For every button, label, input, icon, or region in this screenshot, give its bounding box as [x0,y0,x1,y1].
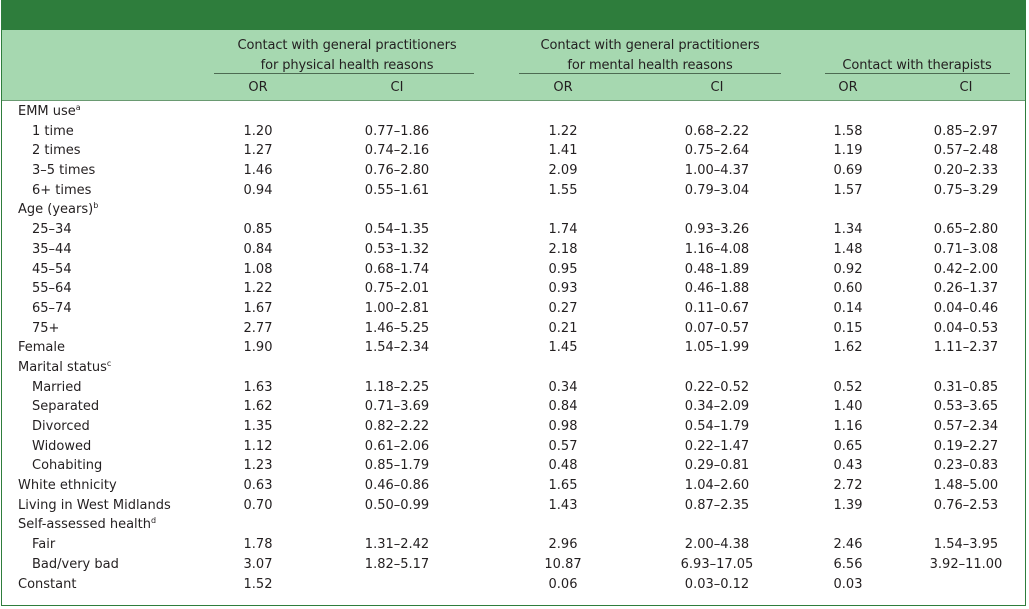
ci-cell: 0.11–0.67 [684,300,750,316]
row-label [32,122,74,142]
or-cell: 1.40 [833,399,863,415]
table-row [2,476,1025,496]
or-cell: 6.56 [833,556,863,572]
table-row [2,319,1025,339]
or-cell: 2.46 [833,537,863,553]
table-row [2,575,1025,595]
row-label-text: Bad/very bad [32,556,119,572]
or-cell: 1.22 [243,281,273,297]
or-cell: 1.12 [243,438,273,454]
ci-cell: 1.05–1.99 [684,340,750,356]
table-row [2,397,1025,417]
row-label-text: Widowed [32,438,92,454]
row-label [32,417,90,437]
or-cell: 0.03 [833,576,863,592]
or-cell: 1.45 [548,340,578,356]
table-row [2,181,1025,201]
or-cell: 1.23 [243,458,273,474]
or-cell: 0.21 [548,320,578,336]
or-cell: 1.74 [548,222,578,238]
ci-cell: 0.76–2.80 [364,163,430,179]
row-label-text: Married [32,379,82,395]
ci-cell: 0.74–2.16 [364,143,430,159]
table-header [2,30,1025,101]
table-row [2,240,1025,260]
row-label [32,161,95,181]
col-header-ci: CI [959,80,973,95]
col-header-ci: CI [710,80,724,95]
ci-cell: 0.19–2.27 [933,438,999,454]
ci-cell: 0.53–1.32 [364,241,430,257]
row-label-text: 3–5 times [32,163,96,179]
ci-cell: 0.07–0.57 [684,320,750,336]
ci-cell: 0.55–1.61 [364,182,430,198]
ci-cell: 1.54–2.34 [364,340,430,356]
or-cell: 1.43 [548,497,578,513]
ci-cell: 2.00–4.38 [684,537,750,553]
row-label [32,319,59,339]
or-cell: 0.98 [548,419,578,434]
row-label [32,141,81,161]
ci-cell: 0.75–2.64 [684,143,750,159]
table-row [2,378,1025,398]
ci-cell: 1.82–5.17 [364,556,430,572]
row-label [32,279,72,299]
table-row [2,141,1025,161]
or-cell: 1.65 [548,478,578,494]
table-row [2,358,1025,378]
ci-cell: 0.76–2.53 [933,497,999,513]
table-body [2,102,1025,594]
or-cell: 3.07 [243,556,273,572]
table-row [2,515,1025,535]
table-row [2,200,1025,220]
ci-cell: 0.57–2.34 [933,419,999,434]
or-cell: 1.46 [243,163,273,179]
or-cell: 0.52 [833,379,863,395]
row-label-text: White ethnicity [18,478,117,494]
or-cell: 1.48 [833,241,863,257]
table-row [2,299,1025,319]
ci-cell: 0.03–0.12 [684,576,750,592]
or-cell: 1.67 [243,300,273,316]
footnote-marker: a [75,103,81,112]
table-row [2,220,1025,240]
row-label-text: Divorced [32,419,90,434]
row-label [32,437,91,457]
row-label-text: Cohabiting [32,458,103,474]
or-cell: 10.87 [544,556,582,572]
row-label [32,456,102,476]
row-label [18,358,111,378]
ci-cell: 1.00–4.37 [684,163,750,179]
or-cell: 1.78 [243,537,273,553]
col-header-ci: CI [390,80,404,95]
or-cell: 1.90 [243,340,273,356]
or-cell: 0.65 [833,438,863,454]
table-row [2,279,1025,299]
ci-cell: 0.77–1.86 [364,123,430,139]
row-label [18,338,65,358]
or-cell: 1.34 [833,222,863,238]
ci-cell: 3.92–11.00 [929,556,1003,572]
table-row [2,260,1025,280]
ci-cell: 0.71–3.69 [364,399,430,415]
footnote-marker: b [93,201,99,211]
ci-cell: 0.26–1.37 [933,281,999,297]
row-label-text: 1 time [32,123,74,139]
ci-cell: 6.93–17.05 [680,556,754,572]
table-row [2,535,1025,555]
row-label-text: Fair [32,537,56,553]
ci-cell: 1.46–5.25 [364,320,430,336]
or-cell: 0.70 [243,497,273,513]
row-label-text: 25–34 [32,222,72,238]
ci-cell: 0.68–1.74 [364,261,430,277]
ci-cell: 0.75–3.29 [933,182,999,198]
ci-cell: 0.23–0.83 [933,458,999,474]
or-cell: 0.06 [548,576,578,592]
or-cell: 0.15 [833,320,863,336]
or-cell: 1.63 [243,379,273,395]
group-rule-gp-mental [519,73,781,74]
ci-cell: 1.11–2.37 [933,340,999,356]
ci-cell: 0.31–0.85 [933,379,999,395]
or-cell: 2.09 [548,163,578,179]
ci-cell: 0.68–2.22 [684,123,750,139]
or-cell: 0.34 [548,379,578,395]
or-cell: 2.96 [548,537,578,553]
or-cell: 0.94 [243,182,273,198]
ci-cell: 0.20–2.33 [933,163,999,179]
ci-cell: 0.46–0.86 [364,478,430,494]
ci-cell: 0.22–0.52 [684,379,750,395]
or-cell: 2.72 [833,478,863,494]
footnote-marker: d [151,516,157,526]
row-label [18,515,156,535]
ci-cell: 0.04–0.46 [933,300,999,316]
row-label-text: Female [18,340,66,356]
or-cell: 0.57 [548,438,578,454]
row-label [32,260,72,280]
ci-cell: 0.85–1.79 [364,458,430,474]
row-label [32,299,72,319]
row-label-text: Separated [32,399,100,415]
or-cell: 1.41 [548,143,578,159]
row-label-text: Age (years) [18,202,94,218]
ci-cell: 0.61–2.06 [364,438,430,454]
table-row [2,417,1025,437]
row-label-text: EMM use [18,104,76,119]
table-row [2,555,1025,575]
row-label [32,240,72,260]
row-label-text: Living in West Midlands [18,497,171,513]
ci-cell: 0.29–0.81 [684,458,750,474]
row-label-text: Self-assessed health [18,517,152,533]
or-cell: 1.62 [833,340,863,356]
ci-cell: 0.57–2.48 [933,143,999,159]
or-cell: 1.22 [548,123,578,139]
ci-cell: 0.82–2.22 [364,419,430,434]
col-header-or: OR [553,80,573,95]
table-row [2,496,1025,516]
row-label-text: 35–44 [32,241,72,257]
group-rule-therapists [825,73,1010,74]
or-cell: 0.14 [833,300,863,316]
ci-cell: 1.31–2.42 [364,537,430,553]
row-label [18,575,76,595]
or-cell: 1.20 [243,123,273,139]
ci-cell: 1.54–3.95 [933,537,999,553]
ci-cell: 0.48–1.89 [684,261,750,277]
footnote-marker: c [106,358,112,368]
or-cell: 0.85 [243,222,273,238]
ci-cell: 0.42–2.00 [933,261,999,277]
or-cell: 0.60 [833,281,863,297]
col-header-or: OR [838,80,858,95]
ci-cell: 0.22–1.47 [684,438,750,454]
or-cell: 0.69 [833,163,863,179]
or-cell: 1.08 [243,261,273,277]
ci-cell: 1.00–2.81 [364,300,430,316]
row-label [18,102,81,122]
group-header-gp-physical: Contact with general practitioners for physical health reasons [237,38,457,73]
or-cell: 0.84 [243,241,273,257]
ci-cell: 0.71–3.08 [933,241,999,257]
row-label [32,181,91,201]
regression-table [1,0,1026,606]
or-cell: 1.58 [833,123,863,139]
ci-cell: 0.65–2.80 [933,222,999,238]
or-cell: 0.95 [548,261,578,277]
row-label-text: 75+ [32,320,60,336]
ci-cell: 0.79–3.04 [684,182,750,198]
table-row [2,102,1025,122]
or-cell: 1.55 [548,182,578,198]
row-label-text: 45–54 [32,261,72,277]
col-header-or: OR [248,80,268,95]
table-row [2,122,1025,142]
row-label [32,555,119,575]
or-cell: 0.84 [548,399,578,415]
ci-cell: 0.50–0.99 [364,497,430,513]
row-label [32,220,72,240]
or-cell: 1.27 [243,143,273,159]
or-cell: 0.43 [833,458,863,474]
ci-cell: 0.85–2.97 [933,123,999,139]
row-label-text: 2 times [32,143,81,159]
group-header-gp-mental: Contact with general practitioners for mental health reasons [540,38,760,73]
ci-cell: 1.18–2.25 [364,379,430,395]
row-label [32,397,99,417]
ci-cell: 0.53–3.65 [933,399,999,415]
ci-cell: 0.54–1.79 [684,419,750,434]
or-cell: 0.92 [833,261,863,277]
or-cell: 0.27 [548,300,578,316]
or-cell: 1.57 [833,182,863,198]
ci-cell: 0.93–3.26 [684,222,750,238]
row-label [18,200,98,220]
or-cell: 1.16 [833,419,863,434]
table-row [2,437,1025,457]
ci-cell: 0.75–2.01 [364,281,430,297]
table-row [2,338,1025,358]
or-cell: 0.48 [548,458,578,474]
or-cell: 0.63 [243,478,273,494]
row-label [32,378,82,398]
table-title-bar [2,1,1025,30]
or-cell: 1.39 [833,497,863,513]
row-label [18,496,171,516]
or-cell: 2.18 [548,241,578,257]
table-row [2,456,1025,476]
or-cell: 1.19 [833,143,863,159]
row-label-text: 55–64 [32,281,72,297]
or-cell: 1.35 [243,419,273,434]
row-label-text: 6+ times [32,182,92,198]
or-cell: 1.52 [243,576,273,592]
group-rule-gp-physical [214,73,474,74]
row-label [32,535,55,555]
row-label-text: 65–74 [32,300,72,316]
row-label-text: Marital status [18,359,107,375]
ci-cell: 1.48–5.00 [933,478,999,494]
ci-cell: 1.04–2.60 [684,478,750,494]
or-cell: 1.62 [243,399,273,415]
ci-cell: 0.87–2.35 [684,497,750,513]
ci-cell: 0.04–0.53 [933,320,999,336]
ci-cell: 0.54–1.35 [364,222,430,238]
row-label [18,476,117,496]
ci-cell: 0.34–2.09 [684,399,750,415]
row-label-text: Constant [18,576,77,592]
or-cell: 2.77 [243,320,273,336]
group-header-therapists: Contact with therapists [842,58,992,73]
ci-cell: 0.46–1.88 [684,281,750,297]
or-cell: 0.93 [548,281,578,297]
ci-cell: 1.16–4.08 [684,241,750,257]
table-row [2,161,1025,181]
